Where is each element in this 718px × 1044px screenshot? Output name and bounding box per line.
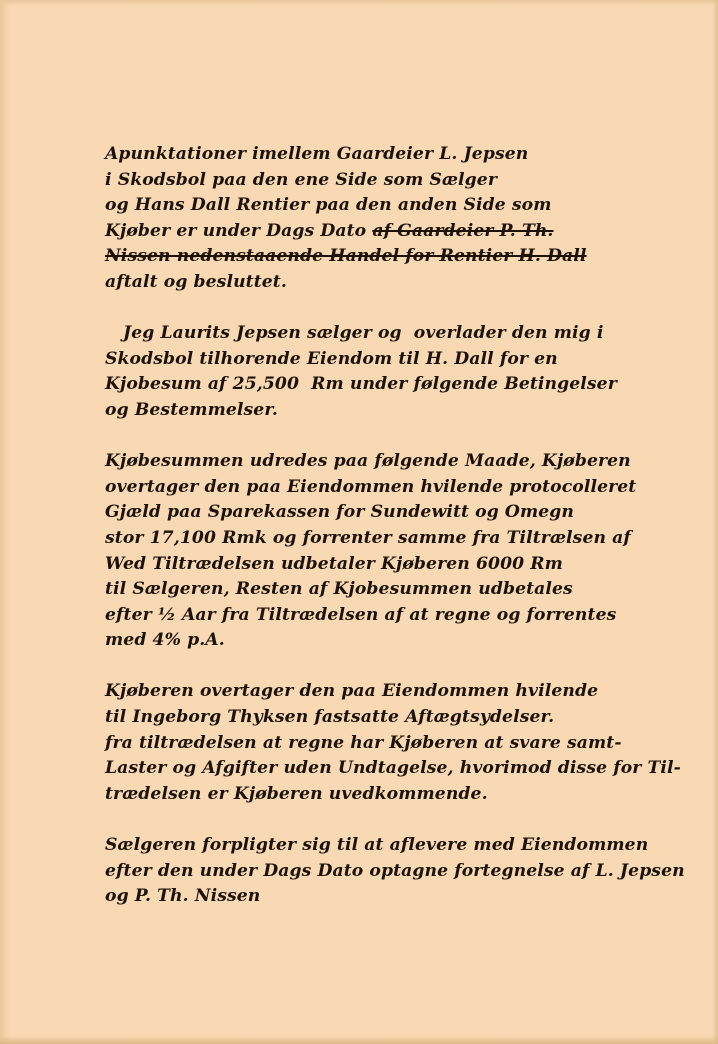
paragraph-gap [105, 424, 695, 450]
text-line: Wed Tiltrædelsen udbetaler Kjøberen 6000 Rm [105, 553, 563, 574]
paper-top-edge [0, 0, 718, 6]
paragraph-1 [105, 142, 695, 296]
paper-bottom-edge [0, 1036, 718, 1044]
text-line: overtager den paa Eiendommen hvilende protocolleret [105, 476, 637, 497]
text-line: trædelsen er Kjøberen uvedkommende. [105, 783, 488, 804]
text-line: til Sælgeren, Resten af Kjobesummen udbetales [105, 579, 573, 600]
text-line: efter ½ Aar fra Tiltrædelsen af at regne og forrentes [105, 604, 617, 625]
text-line: til Ingeborg Thyksen fastsatte Aftægtsydelser. [105, 707, 555, 728]
paragraph-5 [105, 833, 695, 910]
text-line: Gjæld paa Sparekassen for Sundewitt og Omegn [105, 502, 574, 523]
text-line: med 4% p.A. [105, 630, 225, 651]
text-line: i Skodsbol paa den ene Side som Sælger [105, 169, 497, 190]
text-segment: Kjøber er under Dags Dato [105, 220, 373, 241]
paragraph-3 [105, 449, 695, 654]
text-line: Apunktationer imellem Gaardeier L. Jepsen [105, 144, 529, 164]
document-body [105, 142, 695, 910]
text-line: Jeg Laurits Jepsen sælger og overlader den mig i [123, 323, 604, 344]
text-line: aftalt og besluttet. [105, 271, 287, 292]
paragraph-gap [105, 296, 695, 322]
text-line: stor 17,100 Rmk og forrenter samme fra Tiltrælsen af [105, 527, 631, 548]
text-line: fra tiltrædelsen at regne har Kjøberen at svare samt- [105, 732, 622, 753]
struck-text: af Gaardeier P. Th. [372, 220, 554, 241]
paragraph-2 [105, 321, 695, 423]
text-line: og P. Th. Nissen [105, 886, 261, 907]
text-line: Sælgeren forpligter sig til at aflevere med Eiendommen [105, 835, 649, 856]
paper-right-edge [712, 0, 718, 1044]
text-line: Skodsbol tilhorende Eiendom til H. Dall for en [105, 348, 558, 369]
struck-text: Nissen nedenstaaende Handel for Rentier H. Dall [105, 246, 587, 267]
paragraph-gap [105, 807, 695, 833]
text-line: Kjøbesummen udredes paa følgende Maade, Kjøberen [105, 451, 631, 472]
text-line: Kjøberen overtager den paa Eiendommen hvilende [105, 681, 599, 702]
text-line: og Hans Dall Rentier paa den anden Side som [105, 195, 552, 216]
text-line [105, 219, 695, 245]
text-line: Laster og Afgifter uden Undtagelse, hvorimod disse for Til- [105, 758, 681, 779]
text-line: og Bestemmelser. [105, 399, 278, 420]
paper-left-edge [0, 0, 10, 1044]
text-line: efter den under Dags Dato optagne fortegnelse af L. Jepsen [105, 860, 685, 881]
paragraph-gap [105, 654, 695, 680]
text-line [105, 244, 695, 270]
text-line: Kjobesum af 25,500 Rm under følgende Betingelser [105, 374, 617, 395]
paragraph-4 [105, 679, 695, 807]
